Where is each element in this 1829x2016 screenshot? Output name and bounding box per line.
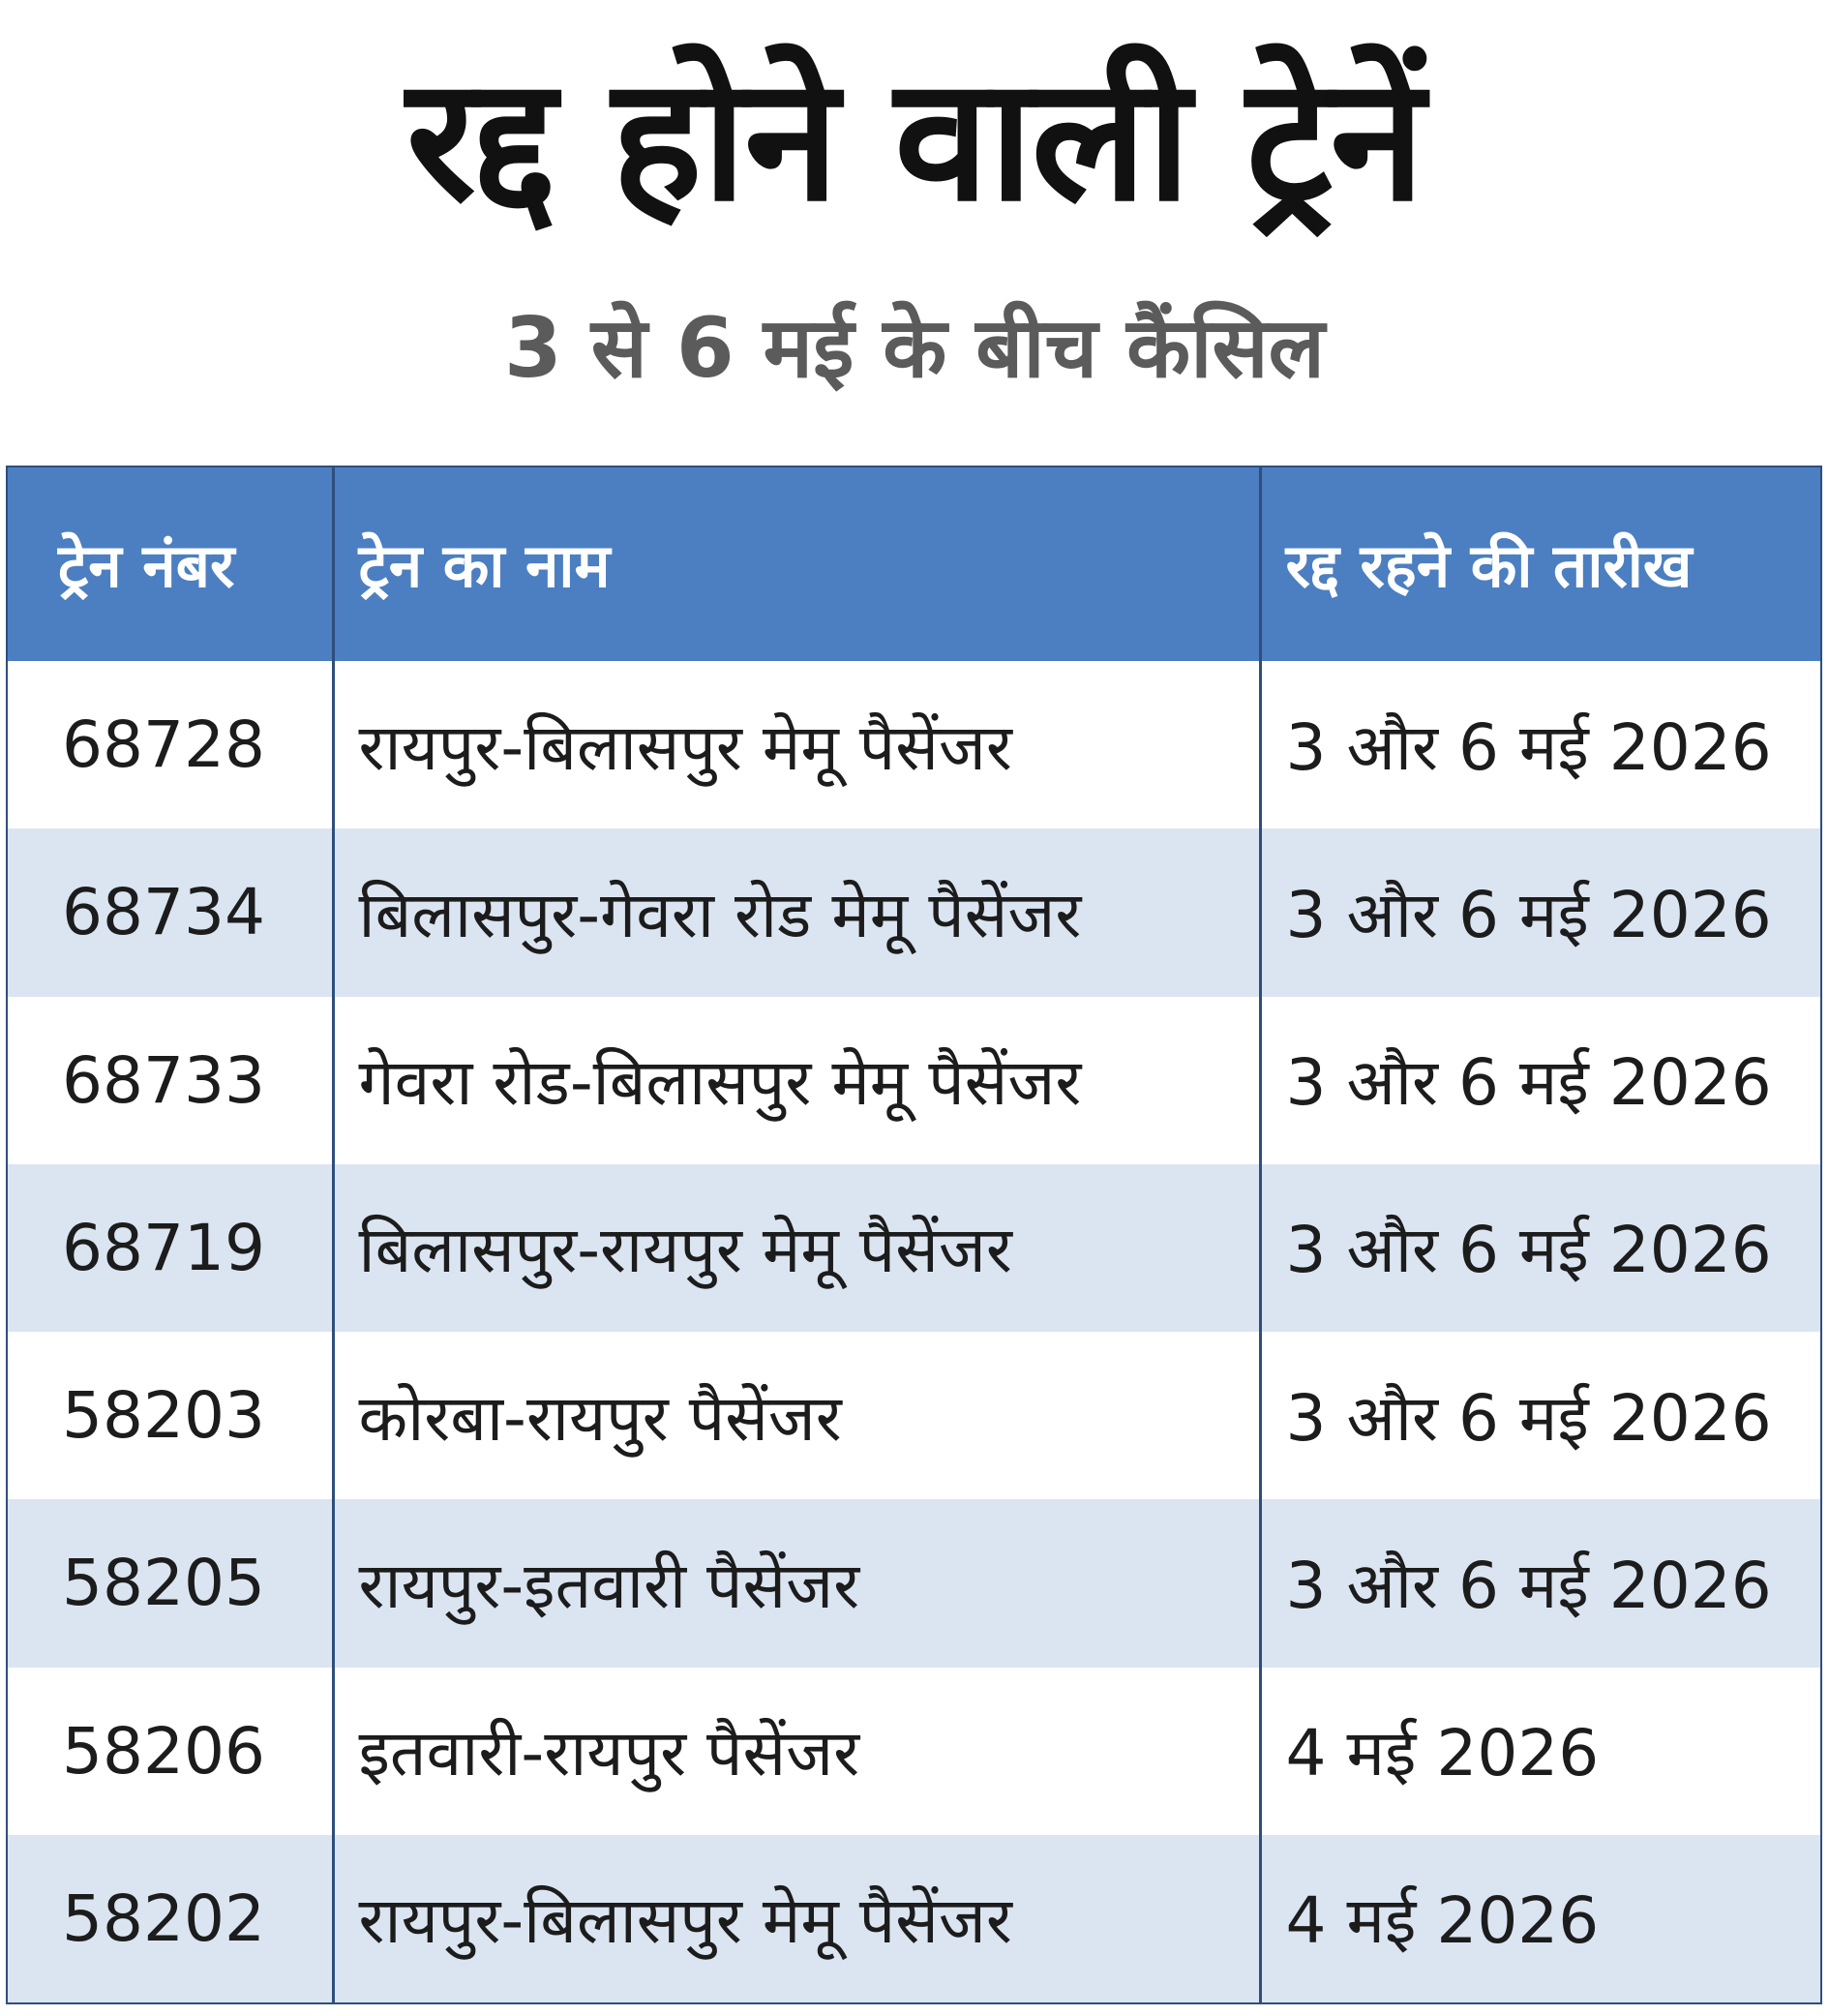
train-name-cell: रायपुर-इतवारी पैसेंजर	[333, 1499, 1260, 1667]
cancelled-trains-table	[6, 466, 1822, 2004]
header-cancel-date: रद्द रहने की तारीख	[1260, 467, 1820, 661]
train-name-cell: रायपुर-बिलासपुर मेमू पैसेंजर	[333, 661, 1260, 828]
train-name-cell: रायपुर-बिलासपुर मेमू पैसेंजर	[333, 1835, 1260, 2002]
cancel-date-cell: 3 और 6 मई 2026	[1260, 1499, 1820, 1667]
page-subtitle: 3 से 6 मई के बीच कैंसिल	[504, 300, 1325, 397]
table-row	[8, 1499, 1820, 1667]
cancel-date-cell: 3 और 6 मई 2026	[1260, 997, 1820, 1164]
train-number-cell: 68728	[62, 707, 265, 783]
train-number-cell: 68733	[62, 1042, 265, 1118]
table-row	[8, 661, 1820, 828]
cancel-date-cell: 4 मई 2026	[1260, 1668, 1820, 1835]
train-name-cell: बिलासपुर-गेवरा रोड मेमू पैसेंजर	[333, 828, 1260, 996]
table-row	[8, 1164, 1820, 1332]
cancel-date-cell: 3 और 6 मई 2026	[1260, 828, 1820, 996]
cancel-date-cell: 3 और 6 मई 2026	[1260, 1164, 1820, 1332]
cancel-date-cell: 3 और 6 मई 2026	[1260, 1332, 1820, 1499]
train-name-cell: बिलासपुर-रायपुर मेमू पैसेंजर	[333, 1164, 1260, 1332]
train-number-cell: 58202	[62, 1881, 265, 1956]
train-name-cell: इतवारी-रायपुर पैसेंजर	[333, 1668, 1260, 1835]
table-row	[8, 1835, 1820, 2002]
train-name-cell: कोरबा-रायपुर पैसेंजर	[333, 1332, 1260, 1499]
table-row	[8, 828, 1820, 996]
cancel-date-cell: 4 मई 2026	[1260, 1835, 1820, 2002]
header-train-name: ट्रेन का नाम	[333, 467, 1260, 661]
train-number-cell: 58206	[62, 1713, 265, 1789]
table-row	[8, 1332, 1820, 1499]
table-row	[8, 997, 1820, 1164]
train-number-cell: 58203	[62, 1378, 265, 1454]
train-number-cell: 58205	[62, 1546, 265, 1621]
train-name-cell: गेवरा रोड-बिलासपुर मेमू पैसेंजर	[333, 997, 1260, 1164]
page-title: रद्द होने वाली ट्रेनें	[405, 41, 1424, 239]
header-train-number: ट्रेन नंबर	[58, 530, 235, 601]
cancel-date-cell: 3 और 6 मई 2026	[1260, 661, 1820, 828]
train-number-cell: 68734	[62, 875, 265, 950]
table-header-row	[8, 467, 1820, 661]
train-number-cell: 68719	[62, 1210, 265, 1285]
table-row	[8, 1668, 1820, 1835]
